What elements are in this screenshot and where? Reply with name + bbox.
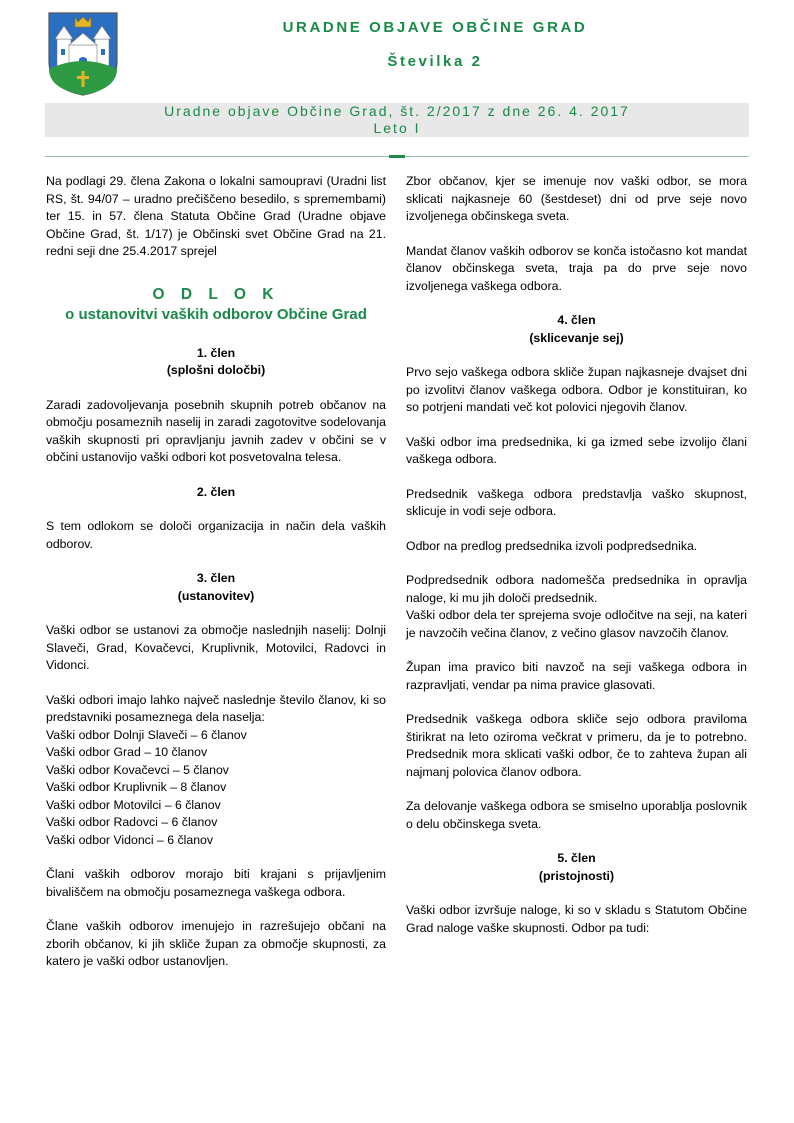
list-item: Vaški odbor Dolnji Slaveči – 6 članov bbox=[46, 727, 247, 742]
list-item: Vaški odbor Motovilci – 6 članov bbox=[46, 797, 221, 812]
article-4-paragraph: Župan ima pravico biti navzoč na seji vaškega odbora in razpravljati, vendar pa nima pravice glasovati. bbox=[406, 660, 747, 692]
article-title: (pristojnosti) bbox=[538, 868, 615, 883]
decree-heading bbox=[46, 285, 386, 325]
article-3-heading bbox=[46, 570, 386, 605]
article-5-paragraph: Vaški odbor izvršuje naloge, ki so v skladu s Statutom Občine Grad naloge vaške skupnosti. Odbor pa tudi: bbox=[406, 903, 747, 935]
paragraph: Zbor občanov, kjer se imenuje nov vaški odbor, se mora sklicati najkasneje 60 (šestdeset) dni od prve seje novo izvoljenega občinskega sveta. bbox=[406, 174, 747, 223]
list-item: Vaški odbor Radovci – 6 članov bbox=[46, 815, 218, 829]
intro-paragraph: Na podlagi 29. člena Zakona o lokalni samoupravi (Uradni list RS, št. 94/07 – uradno prečiščeno besedilo, s spremembami) ter 15. in 57. člena Statuta Občine Grad (Uradne objave Občine Grad, št. 1/17) je Občinski svet Občine Grad na 21. redni seji dne 25.4.2017 sprejel bbox=[46, 174, 386, 258]
article-3-paragraph: Člani vaških odborov morajo biti krajani s prijavljenim bivališčem na območju posameznega vaškega odbora. bbox=[46, 867, 386, 899]
article-number: 5. člen bbox=[557, 851, 596, 865]
divider-mark bbox=[389, 155, 405, 158]
decree-title: O D L O K bbox=[152, 285, 280, 303]
issue-info-band: Uradne objave Občine Grad, št. 2/2017 z dne 26. 4. 2017 bbox=[45, 103, 749, 120]
publication-title: URADNE OBJAVE OBČINE GRAD bbox=[282, 19, 588, 36]
left-column bbox=[46, 173, 386, 988]
article-number: 3. člen bbox=[196, 571, 236, 585]
article-2-paragraph: S tem odlokom se določi organizacija in način dela vaških odborov. bbox=[46, 519, 386, 551]
list-item: Vaški odbor Vidonci – 6 članov bbox=[46, 832, 214, 847]
article-title: (splošni določbi) bbox=[166, 363, 266, 377]
article-1-paragraph: Zaradi zadovoljevanja posebnih skupnih potreb občanov na območju posameznih naselij in zaradi zagotovitve sodelovanja vaških skupnosti pri opravljanju javnih zadev v občini se v občini ustanovijo vaški odbori kot posvetovalna telesa. bbox=[46, 397, 386, 464]
list-item: Vaški odbor Kruplivnik – 8 članov bbox=[46, 780, 227, 794]
article-2-heading bbox=[46, 484, 386, 502]
list-item: Vaški odbor Grad – 10 članov bbox=[46, 745, 208, 759]
article-4-paragraph: Za delovanje vaškega odbora se smiselno uporablja poslovnik o delu občinskega sveta. bbox=[406, 799, 747, 831]
article-number: 1. člen bbox=[196, 345, 236, 360]
article-3-paragraph: Člane vaških odborov imenujejo in razrešujejo občani na zborih občanov, ki jih skliče župan za območje skupnosti, za katero je vaški odbor ustanovljen. bbox=[46, 919, 386, 968]
article-4-paragraph: Odbor na predlog predsednika izvoli podpredsednika. bbox=[406, 538, 698, 553]
year-band: Leto I bbox=[45, 120, 749, 137]
article-4-paragraph: Vaški odbor ima predsednika, ki ga izmed sebe izvolijo člani vaškega odbora. bbox=[406, 434, 747, 466]
article-title: (ustanovitev) bbox=[177, 588, 255, 603]
article-5-heading bbox=[406, 850, 747, 885]
article-4-paragraph: Predsednik vaškega odbora skliče sejo odbora praviloma štirikrat na leto oziroma večkrat v primeru, da je to potrebno. Predsednik mora sklicati vaški odbor, če to zahteva župan ali najmanj polovica članov odbora. bbox=[406, 712, 747, 779]
committee-list bbox=[46, 727, 386, 850]
article-4-paragraph: Prvo sejo vaškega odbora skliče župan najkasneje dvajset dni po izvolitvi članov vaškega odbora. Odbor je konstituiran, ko so potrjeni mandati več kot polovici njegovih članov. bbox=[406, 365, 747, 414]
article-1-heading bbox=[46, 345, 386, 380]
article-4-paragraph: Predsednik vaškega odbora predstavlja vaško skupnost, sklicuje in vodi seje odbora. bbox=[406, 486, 747, 518]
article-number: 4. člen bbox=[557, 313, 596, 327]
article-4-heading bbox=[406, 312, 747, 347]
article-title: (sklicevanje sej) bbox=[529, 330, 624, 345]
list-item: Vaški odbor Kovačevci – 5 članov bbox=[46, 762, 229, 777]
paragraph: Mandat članov vaških odborov se konča istočasno kot mandat članov občinskega sveta, traja pa do prve seje novo izvoljenega vaškega odbora. bbox=[406, 243, 747, 293]
right-column bbox=[406, 173, 747, 954]
article-3-paragraph: Vaški odbor se ustanovi za območje naslednjih naselij: Dolnji Slaveči, Grad, Kovačevci, Kruplivnik, Motovilci, Radovci in Vidonci. bbox=[46, 623, 386, 672]
article-number: 2. člen bbox=[196, 484, 236, 499]
article-3-paragraph: Vaški odbori imajo lahko največ naslednje število članov, ki so predstavniki posameznega dela naselja: bbox=[46, 692, 386, 724]
article-4-paragraph: Podpredsednik odbora nadomešča predsednika in opravlja naloge, ki mu jih določi predsednik. bbox=[406, 573, 747, 605]
article-4-paragraph: Vaški odbor dela ter sprejema svoje odločitve na seji, na kateri je navzočih večina članov, z večino glasov navzočih članov. bbox=[406, 608, 747, 640]
decree-subtitle: o ustanovitvi vaških odborov Občine Grad bbox=[65, 305, 367, 323]
issue-number: Številka 2 bbox=[387, 53, 483, 70]
coat-of-arms-logo bbox=[47, 11, 119, 97]
